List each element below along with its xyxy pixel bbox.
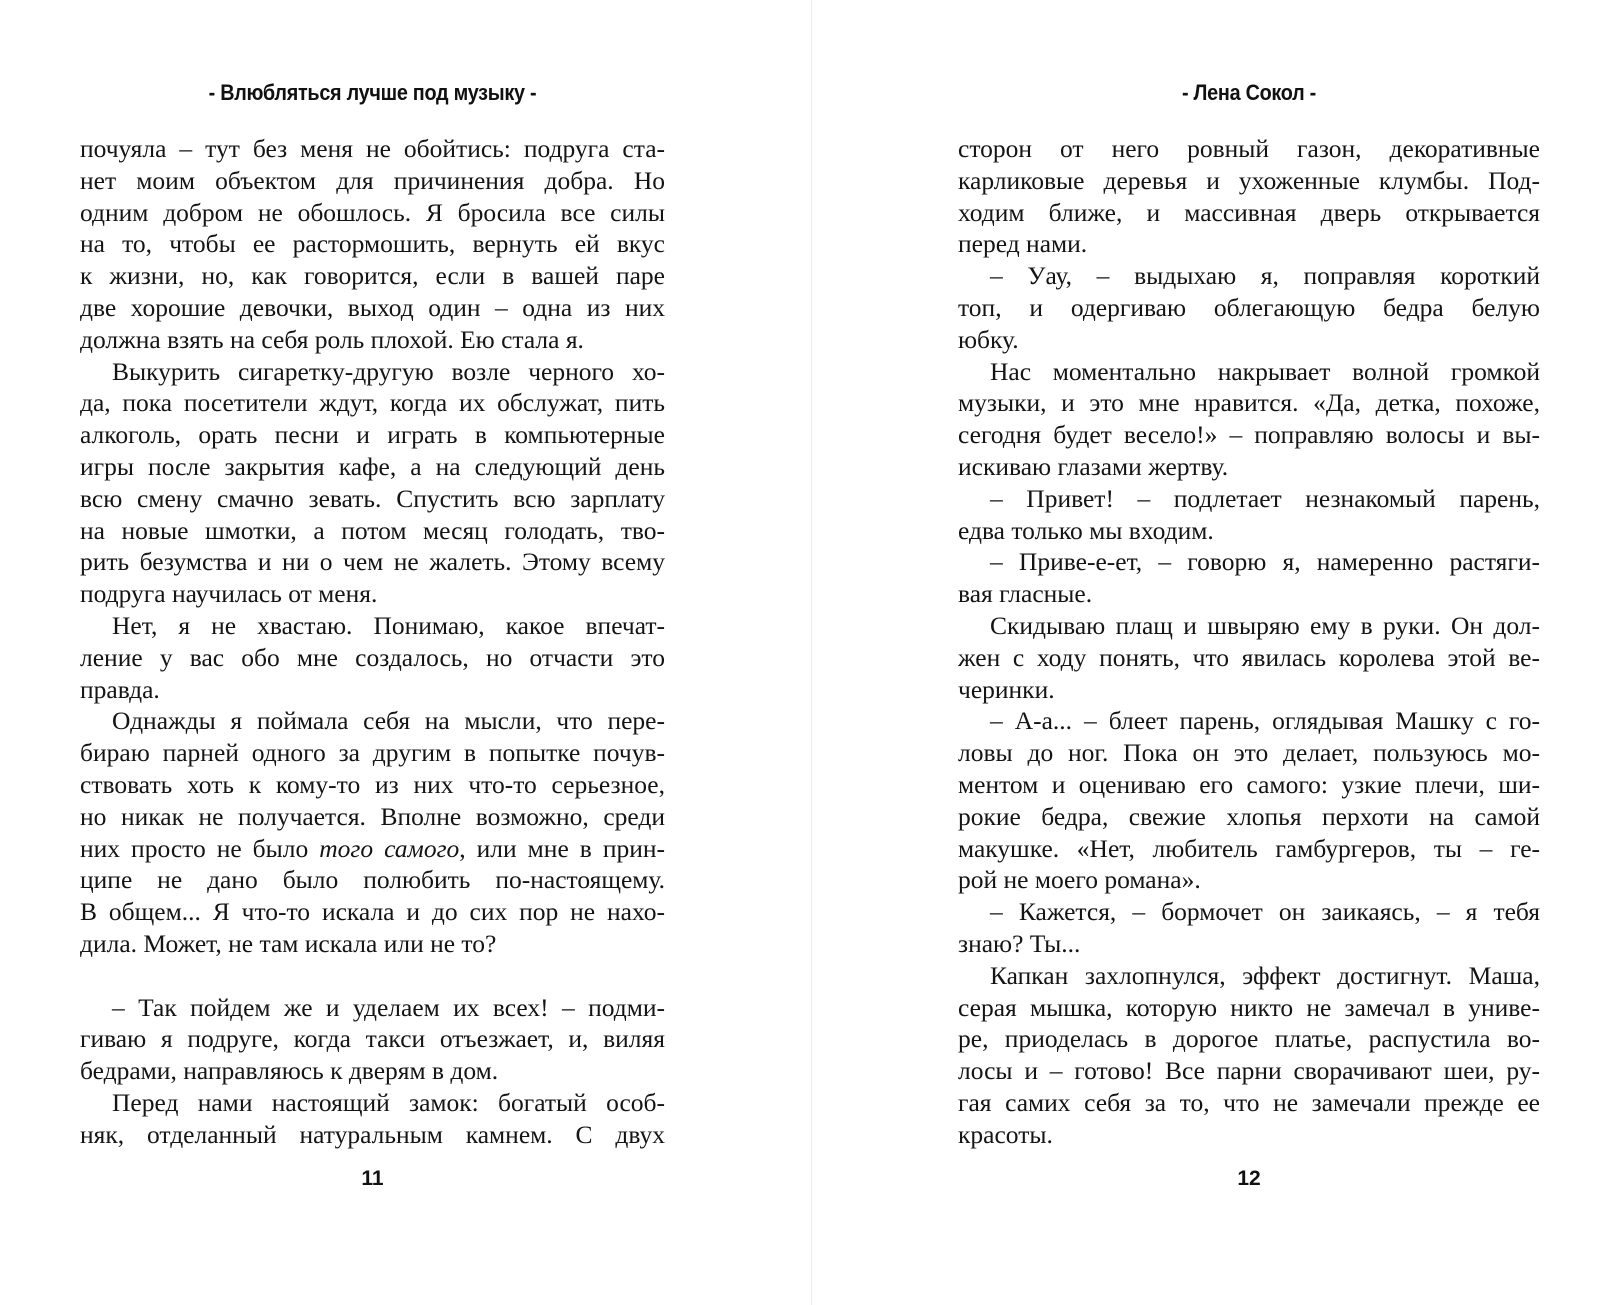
text-line: серая мышка, которую никто не замечал в униве- [958, 992, 1540, 1022]
text-line: карликовые деревья и ухоженные клумбы. Под- [958, 165, 1540, 195]
right-page [812, 0, 1620, 1305]
text-line: знаю? Ты... [958, 928, 1081, 958]
text-line: нет моим объектом для причинения добра. Но [80, 165, 665, 195]
text-line: но никак не получается. Вполне возможно, среди [80, 801, 665, 831]
text-line: рой не моего романа». [958, 865, 1201, 895]
text-line: искиваю глазами жертву. [958, 451, 1229, 481]
running-head-title: - Влюбляться лучше под музыку - [208, 80, 537, 105]
text-line: едва только мы входим. [958, 515, 1214, 545]
text-line: ление у вас обо мне создалось, но отчасти это [80, 642, 665, 672]
text-line: – Кажется, – бормочет он заикаясь, – я тебя [990, 897, 1540, 927]
text-line: – Приве-е-ет, – говорю я, намеренно растяги- [990, 547, 1540, 577]
text-line: ловы до ног. Пока он это делает, пользуюсь мо- [958, 738, 1540, 768]
text-line: черинки. [958, 674, 1055, 704]
text-line: Нас моментально накрывает волной громкой [990, 356, 1540, 386]
text-line: – Так пойдем же и уделаем их всех! – подми- [112, 992, 665, 1022]
body-text [80, 133, 665, 1151]
text-line: – Привет! – подлетает незнакомый парень, [990, 483, 1540, 513]
text-line: да, пока посетители ждут, когда их обслужат, пить [80, 388, 665, 418]
text-line: рить безумства и ни о чем не жалеть. Этому всему [80, 547, 665, 577]
text-line: рокие бедра, свежие хлопья перхоти на самой [958, 801, 1540, 831]
running-head-author: - Лена Сокол - [1181, 80, 1317, 105]
text-line: В общем... Я что-то искала и до сих пор не нахо- [80, 897, 665, 927]
text-line: бираю парней одного за другим в попытке почув- [80, 738, 665, 768]
text-line: должна взять на себя роль плохой. Ею стала я. [80, 324, 584, 354]
text-line: бедрами, направляюсь к дверям в дом. [80, 1056, 499, 1086]
text-line: Скидываю плащ и швыряю ему в руки. Он дол- [990, 610, 1540, 640]
text-line: на то, чтобы ее растормошить, вернуть ей вкус [80, 229, 665, 259]
text-line: две хорошие девочки, выход один – одна из них [80, 292, 665, 322]
page-number: 12 [1237, 1167, 1261, 1190]
text-line: алкоголь, орать песни и играть в компьютерные [80, 420, 665, 450]
text-line: макушке. «Нет, любитель гамбургеров, ты – ге- [958, 833, 1540, 863]
text-line: гиваю я подруге, когда такси отъезжает, и, виляя [80, 1024, 665, 1054]
text-line: игры после закрытия кафе, а на следующий день [80, 451, 665, 481]
text-line: почуяла – тут без меня не обойтись: подруга ста- [80, 134, 665, 163]
text-fragment: , или мне в прин- [459, 833, 665, 863]
text-line: красоты. [958, 1119, 1053, 1149]
text-line: Перед нами настоящий замок: богатый особ- [112, 1087, 665, 1117]
text-line: к жизни, но, как говорится, если в вашей паре [80, 261, 665, 291]
text-line: сторон от него ровный газон, декоративные [958, 134, 1540, 163]
text-line: ствовать хоть к кому-то из них что-то серьезное, [80, 769, 665, 799]
text-line: лосы и – готово! Все парни сворачивают шеи, ру- [958, 1056, 1540, 1086]
text-line: перед нами. [958, 229, 1088, 259]
body-text [958, 133, 1540, 1151]
text-line: Выкурить сигаретку-другую возле черного хо- [112, 356, 665, 386]
text-line: музыки, и это мне нравится. «Да, детка, похоже, [958, 388, 1540, 418]
text-line: топ, и одергиваю облегающую бедра белую [958, 292, 1540, 322]
text-line: одним добром не обошлось. Я бросила все силы [80, 197, 665, 227]
italic-emphasis: того самого [319, 833, 460, 863]
text-line: подруга научилась от меня. [80, 579, 378, 609]
text-line: правда. [80, 674, 160, 704]
text-line: няк, отделанный натуральным камнем. С двух [80, 1119, 665, 1149]
text-line: ходим ближе, и массивная дверь открывается [958, 197, 1540, 227]
text-line: Капкан захлопнулся, эффект достигнут. Маша, [990, 960, 1540, 990]
text-line: на новые шмотки, а потом месяц голодать, тво- [80, 515, 665, 545]
text-line: юбку. [958, 324, 1019, 354]
text-line: сегодня будет весело!» – поправляю волосы и вы- [958, 420, 1540, 450]
text-line: ре, приоделась в дорогое платье, распустила во- [958, 1024, 1540, 1054]
text-line [80, 833, 665, 865]
text-line: вая гласные. [958, 579, 1093, 609]
blank-line [80, 960, 665, 992]
text-line: – Уау, – выдыхаю я, поправляя короткий [990, 261, 1540, 291]
page-number: 11 [361, 1167, 384, 1190]
text-line: ментом и оцениваю его самого: узкие плечи, ши- [958, 769, 1540, 799]
text-line: всю смену смачно зевать. Спустить всю зарплату [80, 483, 665, 513]
text-line: Нет, я не хвастаю. Понимаю, какое впечат- [112, 610, 665, 640]
text-line: гая самих себя за то, что не замечали прежде ее [958, 1087, 1540, 1117]
text-line: Однажды я поймала себя на мысли, что пере- [112, 706, 665, 736]
text-line: ципе не дано было полюбить по-настоящему. [80, 865, 665, 895]
text-line: – А-а... – блеет парень, оглядывая Машку с го- [990, 706, 1540, 736]
text-line: жен с ходу понять, что явилась королева этой ве- [958, 642, 1540, 672]
text-line: дила. Может, не там искала или не то? [80, 928, 497, 958]
text-fragment: них просто не было [80, 833, 320, 863]
